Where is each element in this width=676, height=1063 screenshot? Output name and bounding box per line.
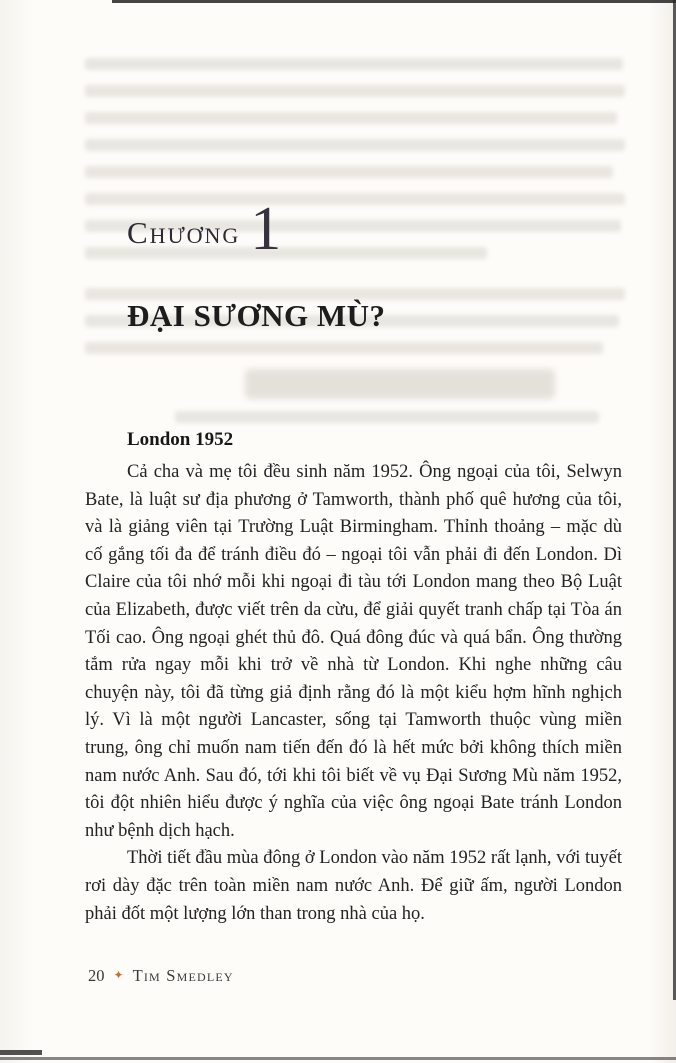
page-footer (88, 966, 234, 986)
chapter-heading (127, 192, 282, 263)
scan-edge-bottom (0, 1057, 676, 1060)
chapter-number: 1 (250, 195, 282, 263)
body-text (85, 459, 622, 928)
star-icon: ✦ (113, 968, 124, 982)
chapter-title: ĐẠI SƯƠNG MÙ? (127, 298, 386, 333)
scan-edge-bottom-left (0, 1050, 42, 1055)
chapter-label: Chương (127, 215, 241, 250)
page-number: 20 (88, 966, 105, 985)
bleed-through-large-word (245, 369, 555, 399)
paragraph-2: Thời tiết đầu mùa đông ở London vào năm 1952 rất lạnh, với tuyết rơi dày đặc trên toàn miền nam nước Anh. Để giữ ấm, người London phải đốt một lượng lớn than trong nhà của họ. (85, 848, 622, 924)
paragraph-1: Cả cha và mẹ tôi đều sinh năm 1952. Ông ngoại của tôi, Selwyn Bate, là luật sư địa phương ở Tamworth, thành phố quê hương của tôi, và là giảng viên tại Trường Luật Birmingham. Thỉnh thoảng – mặc dù cố gắng tối đa để tránh điều đó – ngoại tôi vẫn phải đi đến London. Dì Claire của tôi nhớ mỗi khi ngoại đi tàu tới London mang theo Bộ Luật của Elizabeth, được viết trên da cừu, để giải quyết tranh chấp tại Tòa án Tối cao. Ông ngoại ghét thủ đô. Quá đông đúc và quá bẩn. Ông thường tắm rửa ngay mỗi khi trở về nhà từ London. Khi nghe những câu chuyện này, tôi đã từng giả định rằng đó là một kiểu hợm hĩnh nghịch lý. Vì là một người Lancaster, sống tại Tamworth thuộc vùng miền trung, ông chỉ muốn nam tiến đến đó là hết mức bởi không thích miền nam nước Anh. Sau đó, tới khi tôi biết về vụ Đại Sương Mù năm 1952, tôi đột nhiên hiểu được ý nghĩa của việc ông ngoại Bate tránh London như bệnh dịch hạch. (85, 462, 622, 841)
author-name: Tim Smedley (132, 966, 234, 985)
scan-edge-top (112, 0, 676, 3)
section-heading: London 1952 (127, 429, 234, 450)
